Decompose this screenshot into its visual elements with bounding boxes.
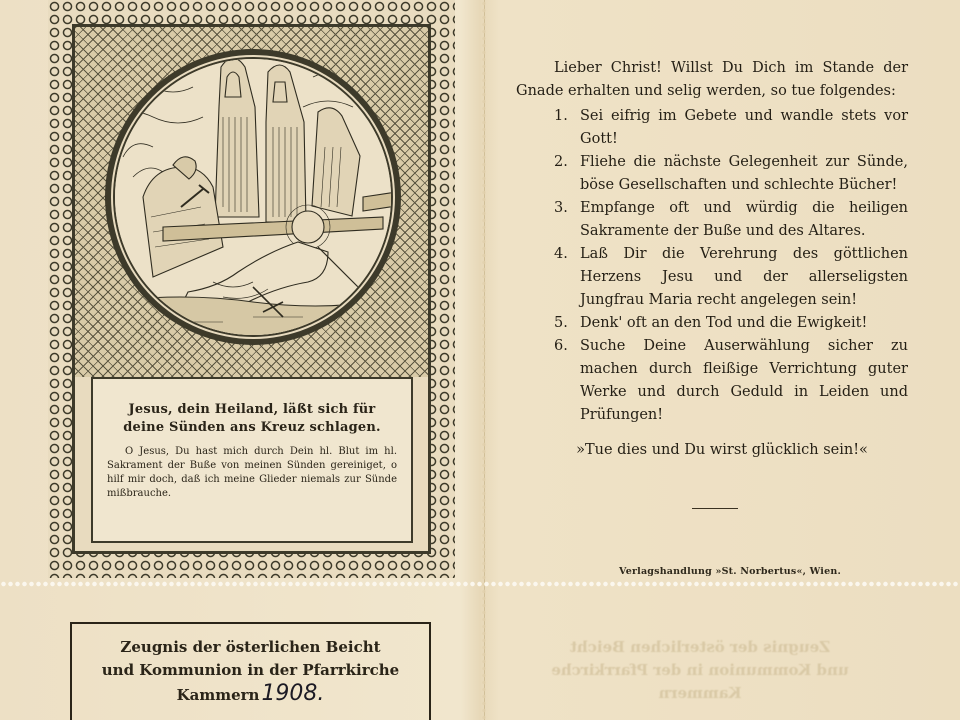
caption-box (91, 377, 413, 543)
list-item (516, 312, 908, 335)
item-text: Empfange oft und würdig die heiligen Sakramente der Buße und des Altares. (580, 200, 908, 239)
ghost-line-3: Kammern (658, 684, 742, 702)
confession-certificate (70, 622, 431, 720)
item-text: Fliehe die nächste Gelegenheit zur Sünde, böse Gesellschaften und schlechte Bücher! (580, 154, 908, 193)
item-number: 2. (554, 154, 568, 170)
item-text: Denk' oft an den Tod und die Ewigkeit! (580, 315, 868, 331)
item-number: 5. (554, 315, 568, 331)
closing-line: »Tue dies und Du wirst glücklich sein!« (576, 442, 868, 458)
list-item (516, 243, 908, 312)
caption-prayer: O Jesus, Du hast mich durch Dein hl. Blut im hl. Sakrament der Buße von meinen Sünden gereiniget, o hilf mir doch, daß ich meine Glieder niemals zur Sünde mißbrauche. (107, 446, 397, 499)
parish-name: Kammern (176, 686, 260, 704)
horizontal-perforation (0, 580, 960, 588)
item-number: 4. (554, 246, 568, 262)
list-item (516, 105, 908, 151)
card-inner-frame (72, 24, 431, 554)
item-text: Suche Deine Auserwählung sicher zu machen durch fleißige Verrichtung guter Werke und durch Geduld in Leiden und Prüfungen! (580, 338, 908, 423)
list-item (516, 335, 908, 427)
ghost-line-2: und Kommunion in der Pfarrkirche (551, 661, 849, 679)
intro-paragraph: Lieber Christ! Willst Du Dich im Stande der Gnade erhalten und selig werden, so tue folgendes: (516, 60, 908, 99)
list-item (516, 151, 908, 197)
caption-title: Jesus, dein Heiland, läßt sich für deine Sünden ans Kreuz schlagen. (123, 402, 381, 435)
crucifixion-engraving-icon (103, 47, 403, 347)
item-number: 3. (554, 200, 568, 216)
vertical-perforation (481, 0, 487, 720)
divider-rule (692, 508, 738, 509)
certificate-line-3 (82, 682, 419, 707)
publisher-imprint: Verlagshandlung »St. Norbertus«, Wien. (619, 566, 841, 577)
list-item (516, 197, 908, 243)
ghost-line-1: Zeugnis der österlichen Beicht (569, 638, 831, 656)
instruction-list (516, 105, 908, 427)
item-text: Sei eifrig im Gebete und wandle stets vor Gott! (580, 108, 908, 147)
certificate-line-1: Zeugnis der österlichen Beicht (120, 638, 381, 656)
instructions-text (516, 57, 908, 462)
handwritten-year: 1908. (261, 681, 325, 706)
holy-card (48, 0, 455, 578)
certificate-line-2: und Kommunion in der Pfarrkirche (101, 661, 400, 679)
item-text: Laß Dir die Verehrung des göttlichen Herzens Jesu und der allerseligsten Jungfrau Maria recht angelegen sein! (580, 246, 908, 308)
item-number: 6. (554, 338, 568, 354)
show-through-mirror-text (540, 636, 860, 705)
item-number: 1. (554, 108, 568, 124)
